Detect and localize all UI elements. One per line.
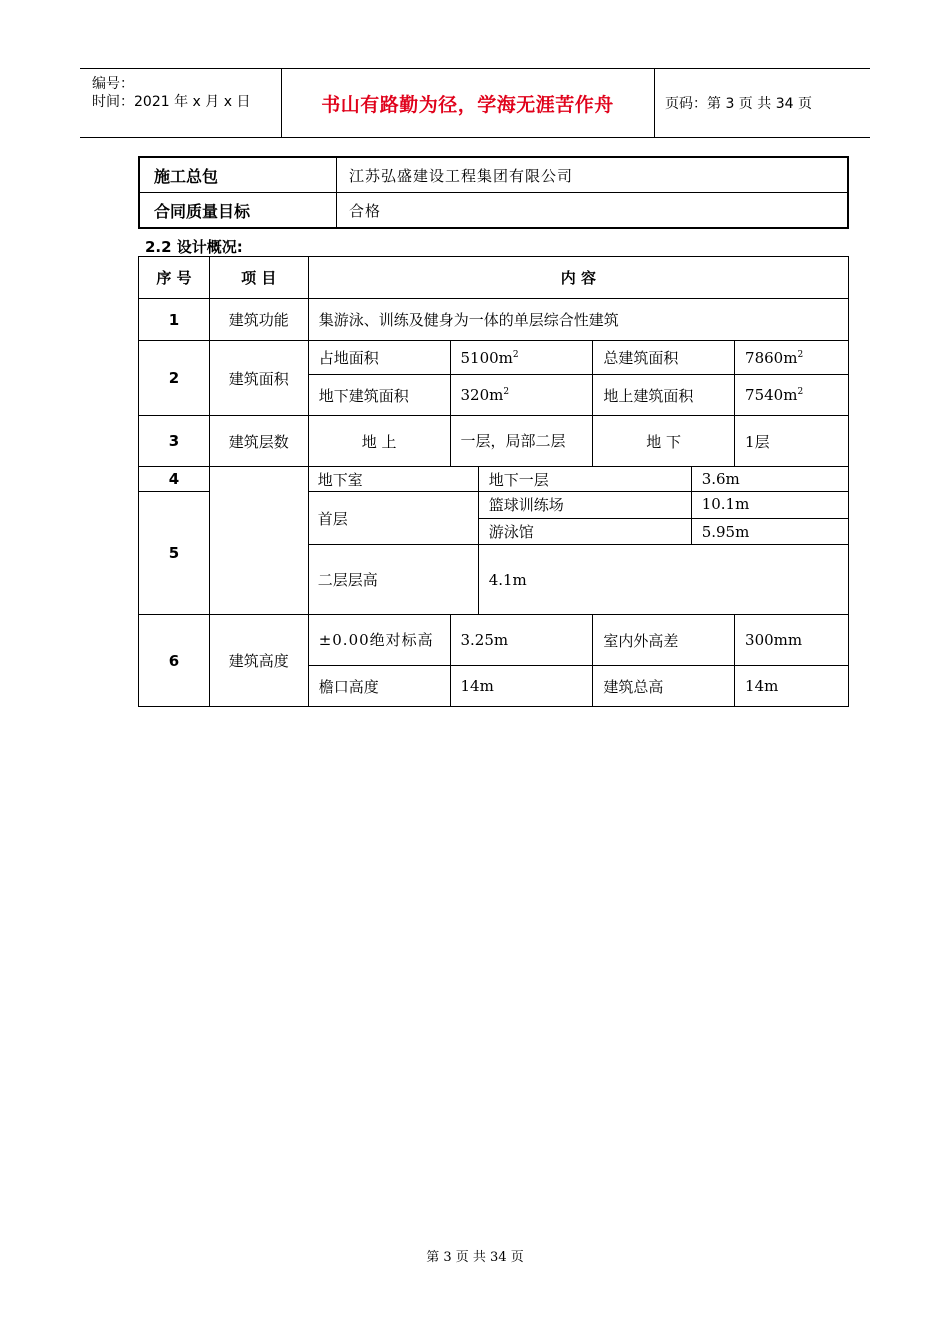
row-item: 建筑功能 bbox=[209, 299, 308, 341]
table-row bbox=[139, 615, 849, 666]
table-row bbox=[139, 193, 848, 229]
total-area-label: 总建筑面积 bbox=[593, 341, 735, 375]
above-ground-area-value: $7540m^2$ bbox=[735, 375, 849, 416]
general-contractor-label: 施工总包 bbox=[139, 157, 337, 193]
total-height-label: 建筑总高 bbox=[593, 666, 735, 707]
table-row bbox=[139, 341, 849, 375]
row-item: 建筑层数 bbox=[209, 416, 308, 467]
row-no: 4 bbox=[139, 467, 210, 492]
row-content: 集游泳、训练及健身为一体的单层综合性建筑 bbox=[308, 299, 848, 341]
design-overview-table bbox=[138, 256, 849, 707]
floors-below-value: 1层 bbox=[735, 416, 849, 467]
eave-height-value: 14m bbox=[450, 666, 593, 707]
ground-floor-cell bbox=[308, 492, 848, 545]
row-item: 建筑高度 bbox=[209, 615, 308, 707]
table-row bbox=[139, 467, 849, 492]
section-title: 2.2 设计概况: bbox=[145, 238, 243, 256]
floors-above-label: 地 上 bbox=[308, 416, 450, 467]
page-indicator: 页码：第 3 页 共 34 页 bbox=[665, 96, 812, 112]
underground-area-value: $320m^2$ bbox=[450, 375, 593, 416]
ground-floor-label: 首层 bbox=[308, 491, 479, 545]
col-header-content: 内 容 bbox=[308, 257, 848, 299]
header-motto-cell bbox=[281, 69, 655, 137]
table-row bbox=[139, 299, 849, 341]
basement-height: 3.6m bbox=[691, 467, 849, 492]
row-no: 2 bbox=[139, 341, 210, 416]
second-floor-height-value: 4.1m bbox=[478, 544, 849, 615]
basement-label: 地下室 bbox=[308, 467, 479, 492]
absolute-elevation-value: 3.25m bbox=[450, 615, 593, 666]
col-header-no: 序 号 bbox=[139, 257, 210, 299]
row-no: 1 bbox=[139, 299, 210, 341]
basement-cell bbox=[308, 467, 848, 492]
contract-table bbox=[138, 156, 849, 229]
land-area-value: $5100m^2$ bbox=[450, 341, 593, 375]
header-meta bbox=[80, 69, 282, 137]
natatorium-height: 5.95m bbox=[691, 518, 849, 545]
general-contractor-value: 江苏弘盛建设工程集团有限公司 bbox=[337, 157, 849, 193]
row-item: 建筑面积 bbox=[209, 341, 308, 416]
land-area-label: 占地面积 bbox=[308, 341, 450, 375]
floors-below-label: 地 下 bbox=[593, 416, 735, 467]
table-row bbox=[139, 157, 848, 193]
document-number-label: 编号： bbox=[92, 76, 134, 92]
basement-sub: 地下一层 bbox=[478, 467, 691, 492]
motto-text: 书山有路勤为径，学海无涯苦作舟 bbox=[321, 93, 614, 116]
col-header-item: 项 目 bbox=[209, 257, 308, 299]
row-item-empty bbox=[209, 467, 308, 615]
natatorium-label: 游泳馆 bbox=[478, 518, 691, 545]
indoor-outdoor-diff-label: 室内外高差 bbox=[593, 615, 735, 666]
indoor-outdoor-diff-value: 300mm bbox=[735, 615, 849, 666]
row-no: 3 bbox=[139, 416, 210, 467]
absolute-elevation-label: ±0.00绝对标高 bbox=[308, 615, 450, 666]
floors-above-value: 一层，局部二层 bbox=[450, 416, 593, 467]
row-no: 6 bbox=[139, 615, 210, 707]
page-footer: 第 3 页 共 34 页 bbox=[426, 1250, 524, 1265]
second-floor-cell bbox=[308, 545, 848, 615]
second-floor-height-label: 二层层高 bbox=[308, 544, 479, 615]
quality-target-label: 合同质量目标 bbox=[139, 193, 337, 229]
document-date-label: 时间：2021 年 x 月 x 日 bbox=[92, 94, 251, 110]
page-header bbox=[80, 68, 870, 138]
row-no: 5 bbox=[139, 492, 210, 615]
table-row bbox=[139, 416, 849, 467]
total-height-value: 14m bbox=[735, 666, 849, 707]
basketball-court-label: 篮球训练场 bbox=[478, 491, 691, 518]
above-ground-area-label: 地上建筑面积 bbox=[593, 375, 735, 416]
underground-area-label: 地下建筑面积 bbox=[308, 375, 450, 416]
quality-target-value: 合格 bbox=[337, 193, 849, 229]
basketball-court-height: 10.1m bbox=[691, 491, 849, 518]
eave-height-label: 檐口高度 bbox=[308, 666, 450, 707]
total-area-value: $7860m^2$ bbox=[735, 341, 849, 375]
header-page-cell bbox=[655, 69, 870, 137]
table-header-row bbox=[139, 257, 849, 299]
